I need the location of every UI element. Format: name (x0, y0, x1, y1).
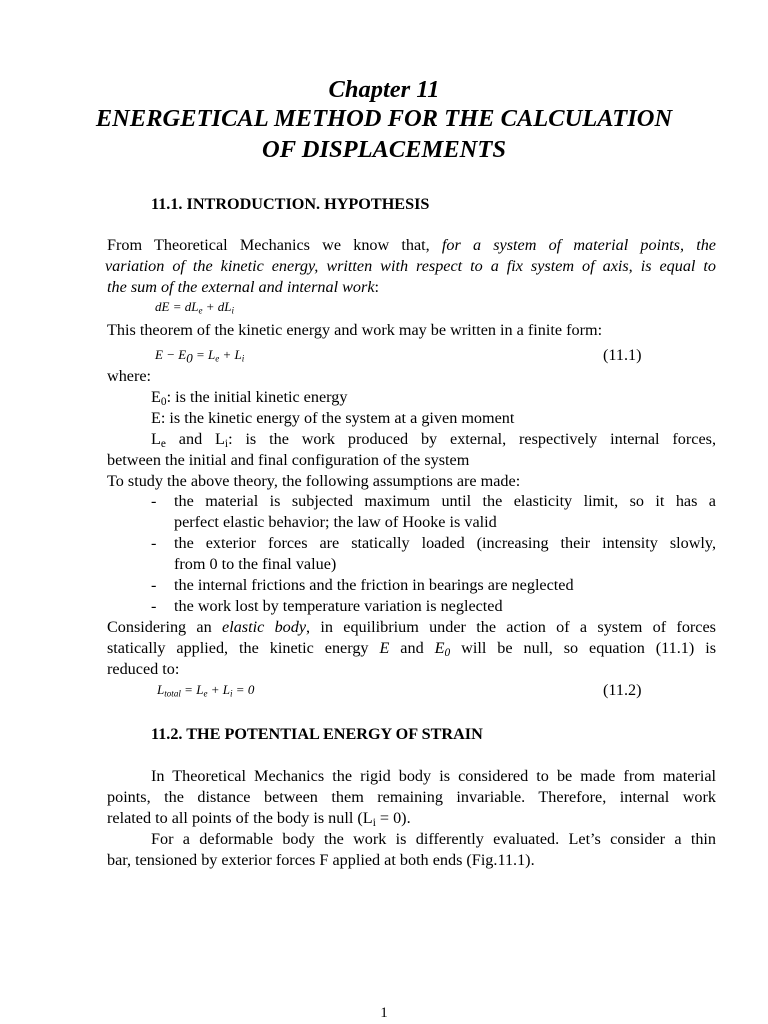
equation-11-1: $E - E_0 = L_e + L_i$ (155, 347, 245, 366)
equation-differential: dE = $dL_e + dL_i$ (155, 299, 235, 316)
rigid-body-line2: points, the distance between them remaining invariable. Therefore, internal work (107, 788, 716, 806)
intro-italic-c: the sum of the external and internal work (107, 278, 375, 296)
bullet-2-line2: from 0 to the final value) (174, 555, 337, 573)
bullet-mark-2: - (151, 534, 157, 552)
definition-le-li: $L_e$ and $L_i$: is the work produced by external, respectively internal forces, (151, 430, 717, 450)
equation-11-2-number: (11.2) (603, 681, 642, 699)
definition-le-li-cont: between the initial and final configuration of the system (107, 451, 470, 469)
equation-11-1-number: (11.1) (603, 346, 642, 364)
bullet-1-line2: perfect elastic behavior; the law of Hooke is valid (174, 513, 497, 531)
definition-e: E: is the kinetic energy of the system at a given moment (151, 409, 515, 427)
rigid-body-line3: related to all points of the body is null $(L_i = 0)$. (107, 809, 411, 829)
intro-italic-a: for a system of material points, the (441, 236, 716, 254)
deformable-line2: bar, tensioned by exterior forces F applied at both ends (Fig.11.1). (107, 851, 535, 869)
section-heading-11-1: 11.1. INTRODUCTION. HYPOTHESIS (151, 195, 430, 213)
chapter-label: Chapter 11 (328, 76, 440, 103)
assumptions-intro: To study the above theory, the following assumptions are made: (107, 472, 521, 490)
consider-line1: Considering an elastic body, in equilibrium under the action of a system of forces (107, 618, 716, 636)
chapter-title-line2: OF DISPLACEMENTS (262, 136, 506, 163)
bullet-mark-1: - (151, 492, 157, 510)
bullet-mark-3: - (151, 576, 157, 594)
bullet-3: the internal frictions and the friction in bearings are neglected (174, 576, 574, 594)
deformable-line1: For a deformable body the work is differently evaluated. Let’s consider a thin (151, 830, 716, 848)
intro-colon: : (374, 278, 380, 296)
chapter-title-line1: ENERGETICAL METHOD FOR THE CALCULATION (95, 105, 673, 132)
intro-plain-text: From Theoretical Mechanics we know that, (107, 236, 442, 254)
bullet-1-line1: the material is subjected maximum until the elasticity limit, so it has a (174, 492, 716, 510)
page-number: 1 (380, 1005, 388, 1021)
consider-line2: statically applied, the kinetic energy E and $E_0$ will be null, so equation (11.1) is (107, 639, 716, 659)
bullet-mark-4: - (151, 597, 157, 615)
section-heading-11-2: 11.2. THE POTENTIAL ENERGY OF STRAIN (151, 725, 483, 743)
bullet-4: the work lost by temperature variation is neglected (174, 597, 503, 615)
intro-line1 (107, 235, 716, 255)
intro-line2: variation of the kinetic energy, written with respect to a fix system of axis, is equal to (105, 257, 716, 275)
intro-line3 (107, 277, 379, 297)
where-label: where: (107, 367, 152, 385)
theorem-text: This theorem of the kinetic energy and work may be written in a finite form: (107, 321, 603, 339)
rigid-body-line1: In Theoretical Mechanics the rigid body is considered to be made from material (151, 767, 716, 785)
definition-e0: $E_0$: is the initial kinetic energy (151, 388, 348, 408)
consider-line3: reduced to: (107, 660, 180, 678)
equation-11-2: $L_{total} = L_e + L_i = 0$ (157, 682, 255, 699)
bullet-2-line1: the exterior forces are statically loaded (increasing their intensity slowly, (174, 534, 716, 552)
